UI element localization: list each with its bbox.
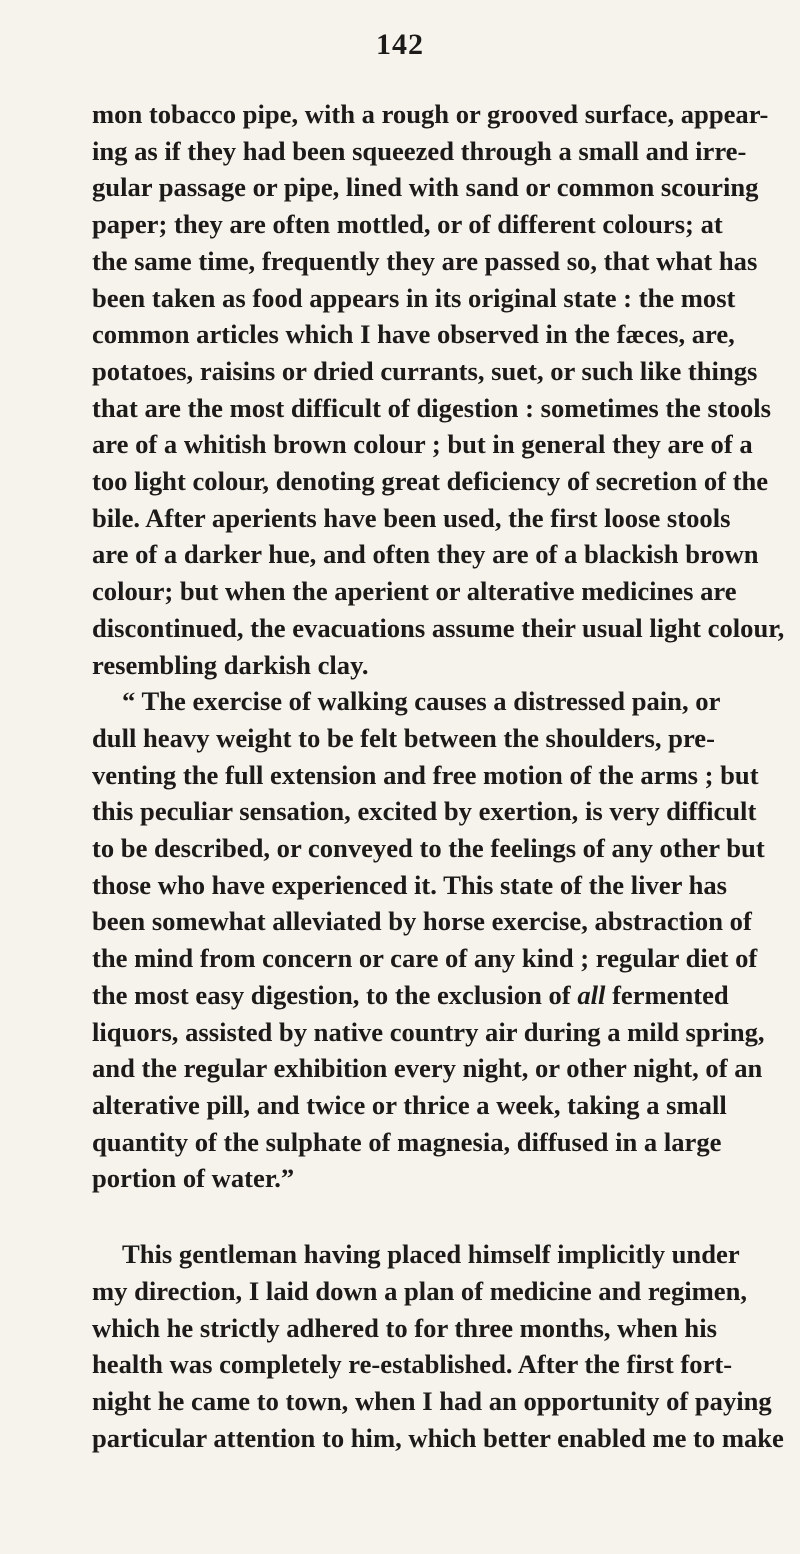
text-line: mon tobacco pipe, with a rough or grooved surface, appear- <box>92 99 769 129</box>
text-line: dull heavy weight to be felt between the shoulders, pre- <box>92 722 715 753</box>
text-line: alterative pill, and twice or thrice a week, taking a small <box>92 1089 727 1120</box>
paragraph-3 <box>92 1236 784 1456</box>
text-line: paper; they are often mottled, or of different colours; at <box>92 209 723 240</box>
text-line: “ The exercise of walking causes a distressed pain, or <box>122 686 721 717</box>
text-line: liquors, assisted by native country air during a mild spring, <box>92 1016 765 1047</box>
text-line: my direction, I laid down a plan of medicine and regimen, <box>92 1275 748 1306</box>
text-line: resembling darkish clay. <box>92 649 369 680</box>
text-line: are of a darker hue, and often they are of a blackish brown <box>92 539 759 570</box>
text-line: quantity of the sulphate of magnesia, diffused in a large <box>92 1126 722 1157</box>
text-line: common articles which I have observed in the fæces, are, <box>92 319 735 350</box>
text-line: night he came to town, when I had an opportunity of paying <box>92 1385 772 1416</box>
text-line: gular passage or pipe, lined with sand or common scouring <box>92 172 759 203</box>
text-line: health was completely re-established. After the first fort- <box>92 1349 733 1380</box>
text-line: the mind from concern or care of any kind ; regular diet of <box>92 943 758 974</box>
text-line: too light colour, denoting great deficiency of secretion of the <box>92 466 769 497</box>
paragraph-1 <box>92 96 785 683</box>
text-line: been taken as food appears in its original state : the most <box>92 282 736 313</box>
page-number: 142 <box>376 28 424 61</box>
text-line: and the regular exhibition every night, or other night, of an <box>92 1053 763 1084</box>
text-line: venting the full extension and free motion of the arms ; but <box>92 759 759 790</box>
text-line: are of a whitish brown colour ; but in general they are of a <box>92 429 753 460</box>
text-line: which he strictly adhered to for three months, when his <box>92 1312 717 1343</box>
text-line: bile. After aperients have been used, the first loose stools <box>92 502 731 533</box>
text-line: portion of water.” <box>92 1163 295 1194</box>
text-line: ing as if they had been squeezed through a small and irre- <box>92 135 747 166</box>
text-line: particular attention to him, which better enabled me to make <box>92 1422 784 1453</box>
paragraph-2 <box>92 683 765 1197</box>
text-line: to be described, or conveyed to the feelings of any other but <box>92 833 765 864</box>
text-line: this peculiar sensation, excited by exertion, is very difficult <box>92 796 757 827</box>
text-line <box>92 977 729 1014</box>
text-line: been somewhat alleviated by horse exercise, abstraction of <box>92 906 752 937</box>
italic-word: all <box>577 979 606 1010</box>
text-line: that are the most difficult of digestion : sometimes the stools <box>92 392 772 423</box>
text-line: those who have experienced it. This state of the liver has <box>92 869 728 900</box>
page-body <box>92 96 785 1456</box>
paragraph-gap <box>92 1197 712 1236</box>
text-line: colour; but when the aperient or alterative medicines are <box>92 576 737 607</box>
text-segment: the most easy digestion, to the exclusion of <box>92 979 571 1010</box>
text-line: potatoes, raisins or dried currants, suet, or such like things <box>92 355 758 386</box>
text-line: the same time, frequently they are passed so, that what has <box>92 245 758 276</box>
text-line: This gentleman having placed himself implicitly under <box>122 1239 740 1270</box>
text-line: discontinued, the evacuations assume their usual light colour, <box>92 612 785 643</box>
text-segment: fermented <box>612 979 729 1010</box>
